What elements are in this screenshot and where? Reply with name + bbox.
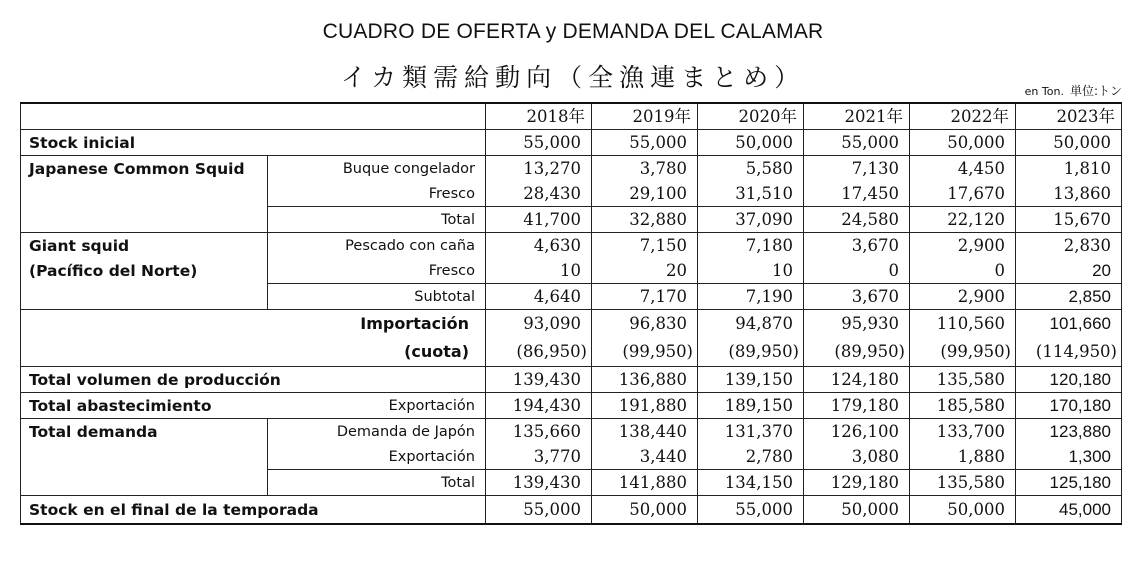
cell: 3,670 xyxy=(804,284,910,310)
cell: (86,950) xyxy=(486,338,592,367)
table-row xyxy=(21,207,1122,233)
table-row xyxy=(21,284,1122,310)
cell: 50,000 xyxy=(698,130,804,156)
cell: 95,930 xyxy=(804,310,910,339)
year-2021: 2021年 xyxy=(804,103,910,130)
cell: 13,860 xyxy=(1016,181,1122,207)
year-header-row xyxy=(21,103,1122,130)
cell: 7,170 xyxy=(592,284,698,310)
giant-squid-label: Giant squid xyxy=(21,233,268,259)
cell: 94,870 xyxy=(698,310,804,339)
cell: 5,580 xyxy=(698,156,804,182)
cell: 4,640 xyxy=(486,284,592,310)
cuota-label: (cuota) xyxy=(21,338,486,367)
cell: 139,430 xyxy=(486,470,592,496)
cell: 24,580 xyxy=(804,207,910,233)
cell: 3,670 xyxy=(804,233,910,259)
document-subtitle-jp: イカ類需給動向（全漁連まとめ） xyxy=(340,63,806,92)
table-row xyxy=(21,496,1122,525)
cell: 20 xyxy=(592,258,698,284)
table-row xyxy=(21,470,1122,496)
cell: 37,090 xyxy=(698,207,804,233)
table-row xyxy=(21,233,1122,259)
document-title: CUADRO DE OFERTA y DEMANDA DEL CALAMAR xyxy=(322,20,824,43)
cell: 3,440 xyxy=(592,444,698,470)
cell: 7,190 xyxy=(698,284,804,310)
table-row xyxy=(21,393,1122,419)
cell: 17,670 xyxy=(910,181,1016,207)
table-row xyxy=(21,444,1122,470)
cell: 10 xyxy=(486,258,592,284)
cell: 139,430 xyxy=(486,367,592,393)
cell: 2,900 xyxy=(910,233,1016,259)
cell: 131,370 xyxy=(698,419,804,445)
unit-jp: 単位:トン xyxy=(1069,84,1122,98)
japanese-squid-label: Japanese Common Squid xyxy=(21,156,268,182)
header-blank xyxy=(21,103,486,130)
fresco-label: Fresco xyxy=(268,181,486,207)
cell: 17,450 xyxy=(804,181,910,207)
cell: 50,000 xyxy=(592,496,698,525)
table-row xyxy=(21,338,1122,367)
year-2023: 2023年 xyxy=(1016,103,1122,130)
cell: 13,270 xyxy=(486,156,592,182)
cell: 50,000 xyxy=(910,130,1016,156)
cell: 15,670 xyxy=(1016,207,1122,233)
cell: 1,810 xyxy=(1016,156,1122,182)
cell: 136,880 xyxy=(592,367,698,393)
cell: (89,950) xyxy=(804,338,910,367)
cell: 170,180 xyxy=(1016,393,1122,419)
giant-squid-region-label: (Pacífico del Norte) xyxy=(21,258,268,284)
demanda-japon-label: Demanda de Japón xyxy=(268,419,486,445)
cell: 135,580 xyxy=(910,470,1016,496)
subtotal-label: Subtotal xyxy=(268,284,486,310)
total-label: Total xyxy=(268,207,486,233)
cell: 50,000 xyxy=(910,496,1016,525)
cell: 41,700 xyxy=(486,207,592,233)
table-row xyxy=(21,419,1122,445)
exportacion-label: Exportación xyxy=(268,444,486,470)
cell: 194,430 xyxy=(486,393,592,419)
unit-es: en Ton. xyxy=(1024,85,1064,98)
blank xyxy=(21,181,268,207)
cell: 93,090 xyxy=(486,310,592,339)
cell: 2,900 xyxy=(910,284,1016,310)
buque-label: Buque congelador xyxy=(268,156,486,182)
cell: 31,510 xyxy=(698,181,804,207)
cell: 55,000 xyxy=(804,130,910,156)
cell: 138,440 xyxy=(592,419,698,445)
cell: 189,150 xyxy=(698,393,804,419)
cell: (114,950) xyxy=(1016,338,1122,367)
blank xyxy=(21,444,268,470)
cell: 135,660 xyxy=(486,419,592,445)
cell: 3,780 xyxy=(592,156,698,182)
cell: 110,560 xyxy=(910,310,1016,339)
cell: 125,180 xyxy=(1016,470,1122,496)
cell: 3,080 xyxy=(804,444,910,470)
cell: 0 xyxy=(910,258,1016,284)
cell: 96,830 xyxy=(592,310,698,339)
cell: 134,150 xyxy=(698,470,804,496)
cell: 135,580 xyxy=(910,367,1016,393)
year-2020: 2020年 xyxy=(698,103,804,130)
table-row xyxy=(21,130,1122,156)
total-label: Total xyxy=(268,470,486,496)
cell: 4,450 xyxy=(910,156,1016,182)
cell: 45,000 xyxy=(1016,496,1122,525)
stock-inicial-label: Stock inicial xyxy=(21,130,486,156)
year-2018: 2018年 xyxy=(486,103,592,130)
cell: 10 xyxy=(698,258,804,284)
cell: 2,850 xyxy=(1016,284,1122,310)
year-2019: 2019年 xyxy=(592,103,698,130)
cell: 0 xyxy=(804,258,910,284)
cell: 2,780 xyxy=(698,444,804,470)
cell: 50,000 xyxy=(804,496,910,525)
year-2022: 2022年 xyxy=(910,103,1016,130)
cell: 7,180 xyxy=(698,233,804,259)
cell: 123,880 xyxy=(1016,419,1122,445)
cell: 55,000 xyxy=(592,130,698,156)
demanda-label: Total demanda xyxy=(21,419,268,445)
cell: 2,830 xyxy=(1016,233,1122,259)
blank xyxy=(21,284,268,310)
cell: 1,300 xyxy=(1016,444,1122,470)
cell: 29,100 xyxy=(592,181,698,207)
supply-demand-table xyxy=(20,102,1122,525)
blank xyxy=(21,470,268,496)
cell: (99,950) xyxy=(910,338,1016,367)
table-row xyxy=(21,258,1122,284)
cell: 1,880 xyxy=(910,444,1016,470)
cell: 55,000 xyxy=(486,496,592,525)
cell: 3,770 xyxy=(486,444,592,470)
table-row xyxy=(21,156,1122,182)
cell: (99,950) xyxy=(592,338,698,367)
cell: 7,130 xyxy=(804,156,910,182)
table-row xyxy=(21,367,1122,393)
cell: 141,880 xyxy=(592,470,698,496)
cell: 32,880 xyxy=(592,207,698,233)
produccion-label: Total volumen de producción xyxy=(21,367,486,393)
cell: 124,180 xyxy=(804,367,910,393)
cell: 191,880 xyxy=(592,393,698,419)
cell: (89,950) xyxy=(698,338,804,367)
cell: 120,180 xyxy=(1016,367,1122,393)
abastecimiento-sub-label: Exportación xyxy=(268,393,486,419)
cell: 4,630 xyxy=(486,233,592,259)
cell: 55,000 xyxy=(698,496,804,525)
cell: 126,100 xyxy=(804,419,910,445)
cell: 133,700 xyxy=(910,419,1016,445)
cell: 22,120 xyxy=(910,207,1016,233)
table-row xyxy=(21,310,1122,339)
cell: 139,150 xyxy=(698,367,804,393)
abastecimiento-label: Total abastecimiento xyxy=(21,393,268,419)
stock-final-label: Stock en el final de la temporada xyxy=(21,496,486,525)
cell: 28,430 xyxy=(486,181,592,207)
cell: 50,000 xyxy=(1016,130,1122,156)
fresco-label: Fresco xyxy=(268,258,486,284)
importacion-label: Importación xyxy=(21,310,486,339)
unit-note xyxy=(1025,82,1122,99)
cell: 20 xyxy=(1016,258,1122,284)
cell: 55,000 xyxy=(486,130,592,156)
pescado-label: Pescado con caña xyxy=(268,233,486,259)
blank xyxy=(21,207,268,233)
cell: 179,180 xyxy=(804,393,910,419)
cell: 185,580 xyxy=(910,393,1016,419)
cell: 7,150 xyxy=(592,233,698,259)
cell: 129,180 xyxy=(804,470,910,496)
cell: 101,660 xyxy=(1016,310,1122,339)
table-row xyxy=(21,181,1122,207)
